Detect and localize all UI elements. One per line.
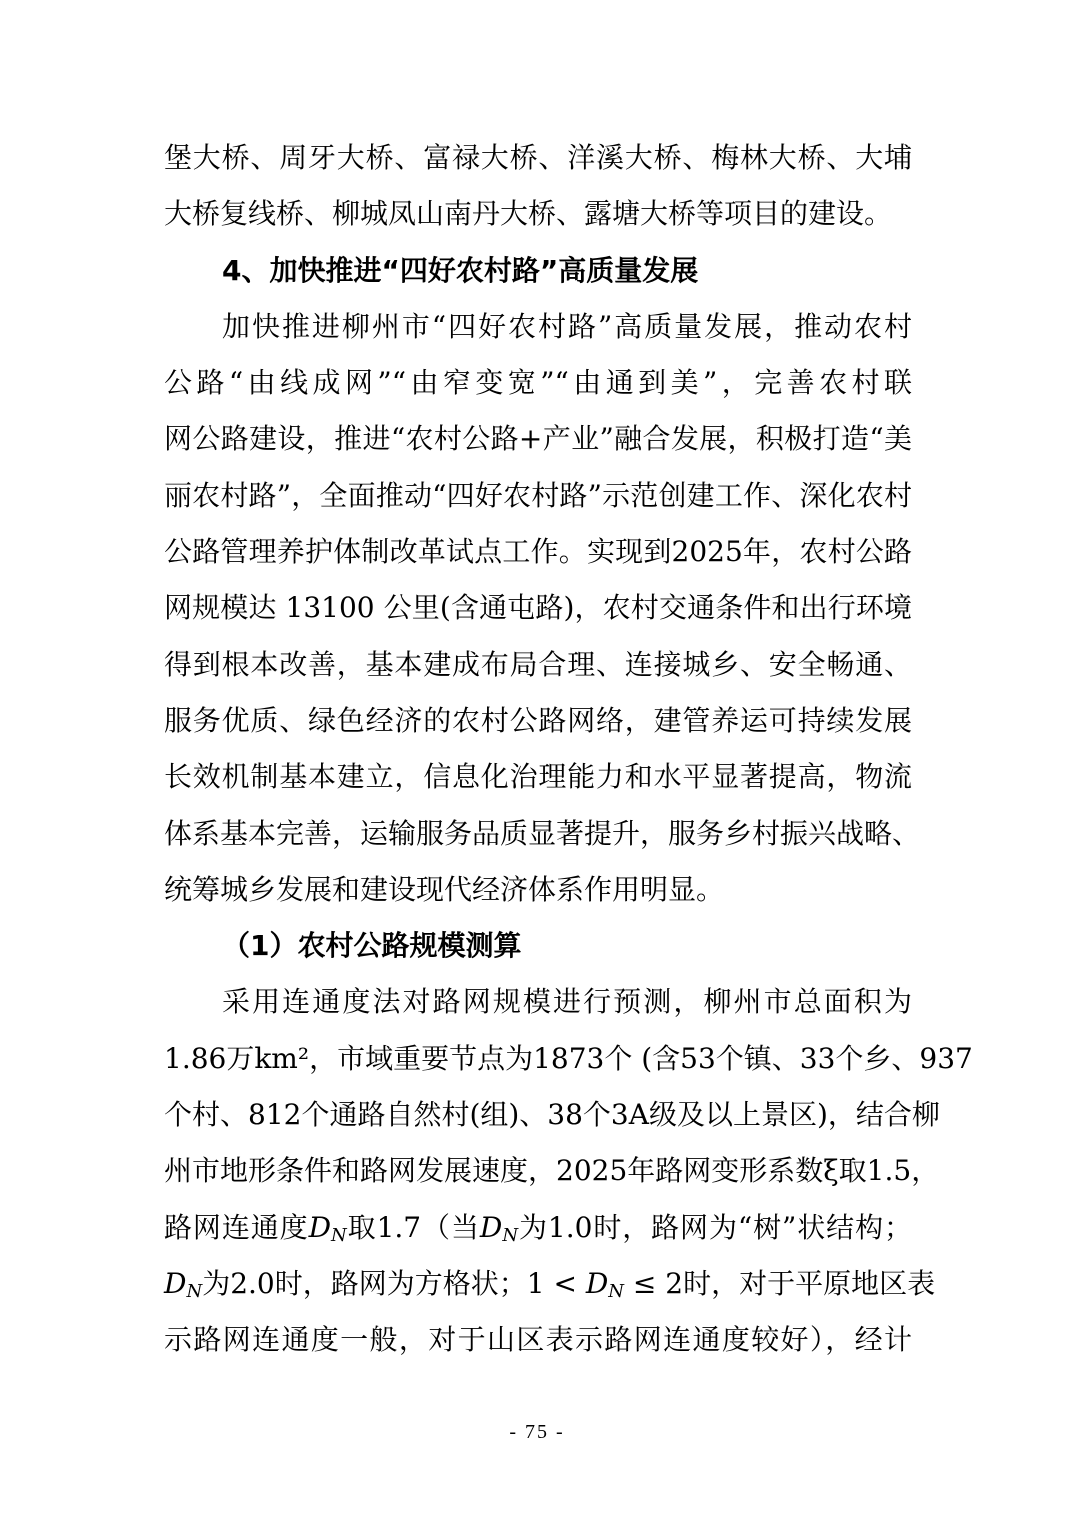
- paragraph-line: 丽农村路”，全面推动“四好农村路”示范创建工作、深化农村: [164, 478, 912, 512]
- math-variable-d: D: [479, 1210, 503, 1244]
- paragraph-line: 1.86万km²，市域重要节点为1873个 (含53个镇、33个乡、937: [164, 1041, 973, 1075]
- math-subscript-n: N: [502, 1224, 519, 1246]
- paragraph-line: 加快推进柳州市“四好农村路”高质量发展，推动农村: [222, 309, 912, 343]
- paragraph-line: 网公路建设，推进“农村公路+产业”融合发展，积极打造“美: [164, 422, 912, 456]
- paragraph-line: 公路管理养护体制改革试点工作。实现到2025年，农村公路: [164, 535, 912, 569]
- text-segment: 为1.0时，路网为“树”状结构；: [518, 1210, 912, 1244]
- text-segment: 路网连通度: [164, 1210, 309, 1244]
- subsection-heading: （1）农村公路规模测算: [222, 929, 522, 963]
- paragraph-line: 体系基本完善，运输服务品质显著提升，服务乡村振兴战略、: [164, 816, 921, 850]
- text-segment: 为2.0时，路网为方格状；1 <: [202, 1266, 586, 1300]
- paragraph-line: 得到根本改善，基本建成布局合理、连接城乡、安全畅通、: [164, 647, 912, 681]
- paragraph-line: 服务优质、绿色经济的农村公路网络，建管养运可持续发展: [164, 703, 912, 737]
- paragraph-line: 统筹城乡发展和建设现代经济体系作用明显。: [164, 872, 725, 906]
- math-variable-d: D: [308, 1210, 332, 1244]
- paragraph-line: 个村、812个通路自然村(组)、38个3A级及以上景区)，结合柳: [164, 1098, 940, 1132]
- math-subscript-n: N: [331, 1224, 347, 1246]
- section-heading: 4、加快推进“四好农村路”高质量发展: [222, 253, 699, 287]
- paragraph-line: 堡大桥、周牙大桥、富禄大桥、洋溪大桥、梅林大桥、大埔: [164, 141, 912, 174]
- document-body: [164, 130, 973, 1369]
- paragraph-line: 州市地形条件和路网发展速度，2025年路网变形系数ξ取1.5，: [164, 1154, 940, 1188]
- paragraph-line: 大桥复线桥、柳城凤山南丹大桥、露塘大桥等项目的建设。: [164, 197, 893, 231]
- page-number: - 75 -: [509, 1421, 565, 1443]
- math-variable-d: D: [164, 1266, 187, 1300]
- math-subscript-n: N: [608, 1280, 625, 1302]
- math-variable-d: D: [585, 1266, 609, 1300]
- paragraph-line: 公路“由线成网”“由窄变宽”“由通到美”，完善农村联: [164, 366, 912, 400]
- paragraph-line-with-formula: [164, 1200, 912, 1256]
- text-segment: ≤ 2时，对于平原地区表: [624, 1266, 936, 1300]
- text-segment: 取1.7（当: [346, 1210, 480, 1244]
- paragraph-line-with-formula: [164, 1256, 936, 1312]
- math-subscript-n: N: [186, 1280, 203, 1302]
- paragraph-line: 网规模达 13100 公里(含通屯路)，农村交通条件和出行环境: [164, 591, 912, 625]
- paragraph-line: 长效机制基本建立，信息化治理能力和水平显著提高，物流: [164, 760, 912, 794]
- paragraph-line: 示路网连通度一般，对于山区表示路网连通度较好），经计: [164, 1323, 912, 1357]
- paragraph-line: 采用连通度法对路网规模进行预测，柳州市总面积为: [222, 985, 912, 1019]
